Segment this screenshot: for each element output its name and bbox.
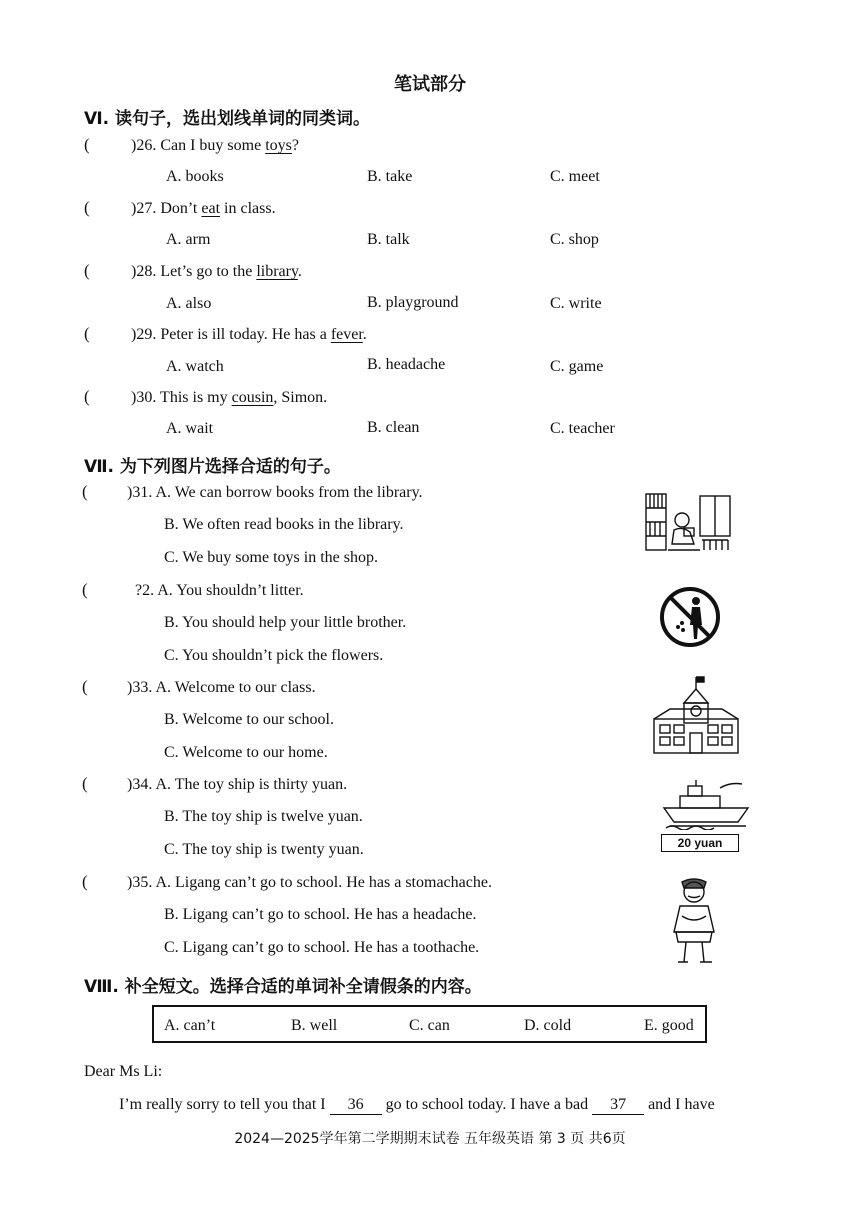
section-8-heading: Ⅷ. 补全短文。选择合适的单词补全请假条的内容。 [84, 977, 482, 997]
answer-paren: ( [84, 198, 90, 217]
option-b: B. clean [367, 419, 420, 436]
question-text-end: . [297, 263, 302, 280]
question-number: )33. [127, 679, 153, 696]
answer-paren: ( [84, 135, 90, 154]
question-number: )26. [131, 137, 157, 154]
question-text-end: , Simon. [273, 389, 328, 406]
option-a: A. We can borrow books from the library. [155, 484, 423, 501]
word-a: A. can’t [164, 1017, 216, 1034]
answer-paren: ( [84, 261, 90, 280]
letter-salutation: Dear Ms Li: [84, 1063, 163, 1080]
question-34 [127, 776, 347, 794]
question-number: )27. [131, 200, 157, 217]
question-text: Can I buy some [160, 137, 266, 154]
answer-paren: ( [84, 387, 90, 406]
word-d: D. cold [524, 1017, 572, 1034]
question-number: ?2. [135, 582, 155, 599]
option-b: B. talk [367, 231, 410, 248]
option-b: B. playground [367, 294, 459, 311]
option-c: C. Ligang can’t go to school. He has a toothache. [164, 939, 480, 956]
option-a: A. The toy ship is thirty yuan. [155, 776, 348, 793]
option-c: C. We buy some toys in the shop. [164, 549, 378, 566]
question-28 [131, 263, 302, 281]
underlined-word: cousin [231, 389, 274, 406]
option-a: A. Welcome to our class. [155, 679, 316, 696]
question-number: )34. [127, 776, 153, 793]
option-b: B. Ligang can’t go to school. He has a headache. [164, 906, 477, 923]
question-text-end: in class. [220, 200, 276, 217]
answer-paren: ( [82, 482, 88, 501]
blank-36[interactable]: 36 [330, 1096, 382, 1115]
answer-paren: ( [82, 580, 88, 599]
question-number: )29. [131, 326, 157, 343]
question-text: Don’t [160, 200, 202, 217]
underlined-word: eat [201, 200, 221, 217]
question-29 [131, 326, 367, 344]
question-35 [127, 874, 492, 892]
section-7-heading: Ⅶ. 为下列图片选择合适的句子。 [84, 457, 341, 477]
question-text-end: . [362, 326, 367, 343]
library-reading-picture [644, 490, 734, 554]
question-number: )30. [131, 389, 157, 406]
question-number: )35. [127, 874, 153, 891]
answer-paren: ( [82, 872, 88, 891]
letter-text: and I have [644, 1096, 715, 1113]
underlined-word: fever [330, 326, 363, 343]
option-c: C. You shouldn’t pick the flowers. [164, 647, 384, 664]
letter-text: I’m really sorry to tell you that I [119, 1096, 330, 1113]
underlined-word: toys [265, 137, 292, 154]
letter-text: go to school today. I have a bad [381, 1096, 593, 1113]
underlined-word: library [256, 263, 298, 280]
option-a: A. arm [166, 231, 211, 248]
price-label: 20 yuan [661, 834, 739, 852]
question-text: Peter is ill today. He has a [160, 326, 331, 343]
option-b: B. headache [367, 356, 446, 373]
answer-paren: ( [82, 677, 88, 696]
option-b: B. Welcome to our school. [164, 711, 334, 728]
option-b: B. We often read books in the library. [164, 516, 404, 533]
option-a: A. Ligang can’t go to school. He has a stomachache. [155, 874, 492, 891]
word-e: E. good [644, 1017, 694, 1034]
question-26 [131, 137, 299, 155]
option-c: C. meet [550, 168, 600, 185]
word-bank [152, 1005, 707, 1043]
answer-paren: ( [84, 324, 90, 343]
option-c: C. shop [550, 231, 599, 248]
answer-paren: ( [82, 774, 88, 793]
school-building-picture [650, 675, 742, 757]
page-footer: 2024—2025学年第二学期期末试卷 五年级英语 第 3 页 共6页 [234, 1131, 626, 1147]
no-littering-sign-picture [658, 585, 722, 649]
option-c: C. game [550, 358, 604, 375]
question-30 [131, 389, 327, 407]
question-text-end: ? [291, 137, 299, 154]
question-33 [127, 679, 316, 697]
option-a: A. watch [166, 358, 224, 375]
question-number: )28. [131, 263, 157, 280]
word-c: C. can [409, 1017, 450, 1034]
toy-ship-picture [660, 778, 752, 830]
option-b: B. take [367, 168, 413, 185]
option-b: B. You should help your little brother. [164, 614, 407, 631]
letter-line-1 [119, 1096, 715, 1115]
boy-with-stomachache-picture [666, 876, 722, 968]
question-27 [131, 200, 276, 218]
word-b: B. well [291, 1017, 338, 1034]
question-number: )31. [127, 484, 153, 501]
option-c: C. Welcome to our home. [164, 744, 328, 761]
question-31 [127, 484, 423, 502]
option-b: B. The toy ship is twelve yuan. [164, 808, 363, 825]
option-c: C. write [550, 295, 602, 312]
blank-37[interactable]: 37 [592, 1096, 644, 1115]
option-a: A. You shouldn’t litter. [157, 582, 304, 599]
section-6-heading: Ⅵ. 读句子，选出划线单词的同类词。 [84, 109, 371, 129]
option-c: C. The toy ship is twenty yuan. [164, 841, 364, 858]
option-a: A. also [166, 295, 212, 312]
option-a: A. wait [166, 420, 214, 437]
option-c: C. teacher [550, 420, 615, 437]
page-title: 笔试部分 [394, 74, 466, 95]
question-text: This is my [160, 389, 232, 406]
option-a: A. books [166, 168, 224, 185]
question-text: Let’s go to the [160, 263, 257, 280]
question-32 [135, 582, 304, 600]
